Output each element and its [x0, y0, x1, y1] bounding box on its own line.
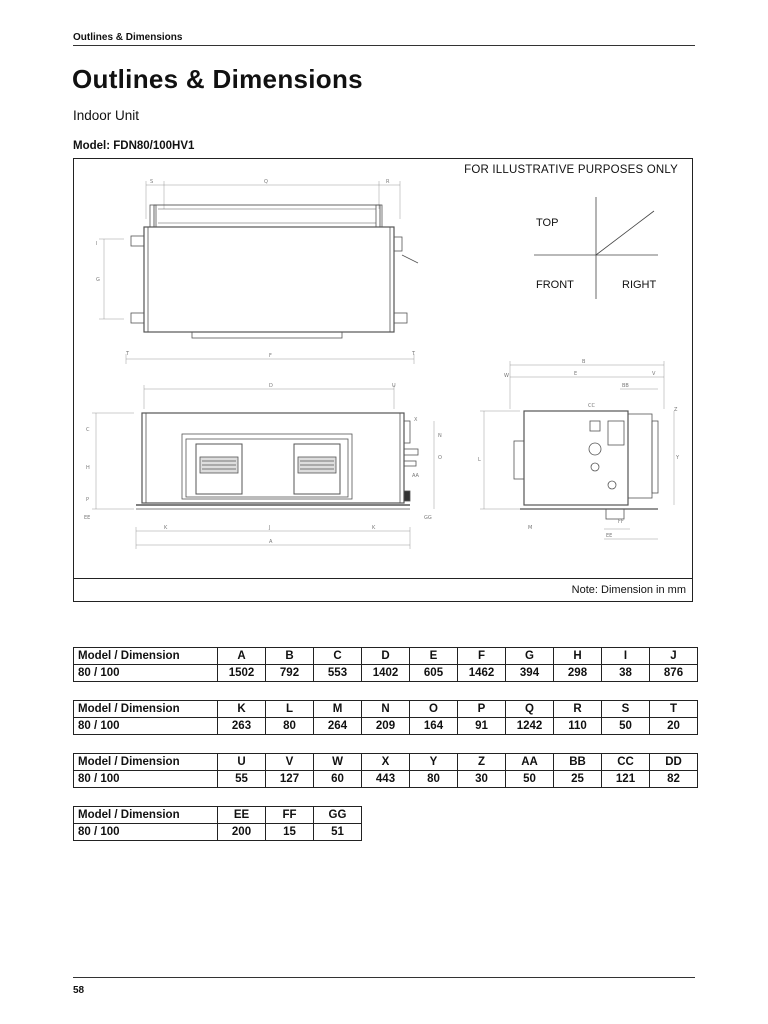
column-header: R	[554, 701, 602, 718]
table-header-row	[74, 701, 698, 718]
column-header: O	[410, 701, 458, 718]
running-header: Outlines & Dimensions	[73, 32, 183, 43]
table-header-label: Model / Dimension	[74, 807, 218, 824]
svg-text:E: E	[574, 371, 578, 377]
table-cell: 60	[314, 771, 362, 788]
column-header: S	[602, 701, 650, 718]
column-header: Y	[410, 754, 458, 771]
column-header: T	[650, 701, 698, 718]
page-number: 58	[73, 985, 85, 996]
table-cell: 298	[554, 665, 602, 682]
table-cell: 553	[314, 665, 362, 682]
table-cell: 605	[410, 665, 458, 682]
svg-text:I: I	[96, 241, 98, 247]
table-cell: 1502	[218, 665, 266, 682]
svg-text:T: T	[126, 351, 130, 357]
svg-text:K: K	[164, 525, 168, 531]
table-row	[74, 771, 698, 788]
column-header: U	[218, 754, 266, 771]
table-header-label: Model / Dimension	[74, 754, 218, 771]
table-cell: 15	[266, 824, 314, 841]
header-divider	[73, 45, 695, 46]
drawing-note-row	[74, 578, 692, 601]
table-cell: 20	[650, 718, 698, 735]
dimension-table-3	[73, 753, 698, 788]
column-header: DD	[650, 754, 698, 771]
table-cell: 263	[218, 718, 266, 735]
column-header: BB	[554, 754, 602, 771]
column-header: K	[218, 701, 266, 718]
svg-text:FF: FF	[618, 519, 624, 525]
table-header-row	[74, 807, 362, 824]
svg-text:B: B	[582, 359, 586, 365]
page-title: Outlines & Dimensions	[72, 64, 363, 94]
table-header-label: Model / Dimension	[74, 648, 218, 665]
svg-text:R: R	[386, 179, 390, 185]
table-cell: 127	[266, 771, 314, 788]
dimension-unit-note: Note: Dimension in mm	[571, 584, 686, 596]
table-cell: 876	[650, 665, 698, 682]
column-header: EE	[218, 807, 266, 824]
column-header: J	[650, 648, 698, 665]
column-header: W	[314, 754, 362, 771]
svg-text:EE: EE	[84, 515, 91, 521]
table-cell: 91	[458, 718, 506, 735]
row-label: 80 / 100	[74, 824, 218, 841]
orientation-top-label: TOP	[536, 217, 559, 229]
svg-text:H: H	[86, 465, 90, 471]
table-row	[74, 665, 698, 682]
svg-text:Y: Y	[676, 455, 680, 461]
front-view-drawing	[92, 385, 434, 549]
svg-text:AA: AA	[412, 473, 419, 479]
column-header: N	[362, 701, 410, 718]
side-view-drawing	[480, 361, 674, 539]
table-header-row	[74, 648, 698, 665]
side-view-labels	[478, 359, 680, 539]
section-subtitle: Indoor Unit	[73, 108, 140, 123]
svg-text:EE: EE	[606, 533, 613, 539]
table-cell: 80	[266, 718, 314, 735]
row-label: 80 / 100	[74, 665, 218, 682]
column-header: FF	[266, 807, 314, 824]
svg-text:Q: Q	[264, 179, 268, 185]
table-cell: 164	[410, 718, 458, 735]
svg-text:T: T	[412, 351, 416, 357]
technical-drawing	[73, 158, 693, 602]
orientation-front-label: FRONT	[536, 279, 574, 291]
footer-divider	[73, 977, 695, 978]
table-row	[74, 824, 362, 841]
svg-text:BB: BB	[622, 383, 629, 389]
svg-text:F: F	[269, 353, 272, 359]
orientation-right-label: RIGHT	[622, 279, 657, 291]
table-cell: 50	[602, 718, 650, 735]
svg-text:A: A	[269, 539, 273, 545]
table-row	[74, 718, 698, 735]
column-header: X	[362, 754, 410, 771]
column-header: V	[266, 754, 314, 771]
svg-text:N: N	[438, 433, 442, 439]
front-view-labels	[84, 383, 442, 545]
column-header: L	[266, 701, 314, 718]
column-header: AA	[506, 754, 554, 771]
column-header: E	[410, 648, 458, 665]
table-header-row	[74, 754, 698, 771]
column-header: A	[218, 648, 266, 665]
column-header: P	[458, 701, 506, 718]
column-header: G	[506, 648, 554, 665]
column-header: Q	[506, 701, 554, 718]
svg-text:X: X	[414, 417, 418, 423]
dimension-table-4	[73, 806, 362, 841]
column-header: D	[362, 648, 410, 665]
illustrative-purposes-note: FOR ILLUSTRATIVE PURPOSES ONLY	[464, 164, 678, 176]
svg-text:U: U	[392, 383, 396, 389]
column-header: I	[602, 648, 650, 665]
svg-text:P: P	[86, 497, 90, 503]
column-header: CC	[602, 754, 650, 771]
table-cell: 80	[410, 771, 458, 788]
table-cell: 51	[314, 824, 362, 841]
svg-text:L: L	[478, 457, 481, 463]
top-view-drawing	[99, 181, 418, 364]
dimension-table-2	[73, 700, 698, 735]
dimension-table-1	[73, 647, 698, 682]
table-cell: 394	[506, 665, 554, 682]
column-header: C	[314, 648, 362, 665]
svg-text:C: C	[86, 427, 90, 433]
column-header: M	[314, 701, 362, 718]
svg-text:O: O	[438, 455, 442, 461]
table-cell: 209	[362, 718, 410, 735]
column-header: H	[554, 648, 602, 665]
unit-outline-drawing	[74, 159, 692, 579]
model-label: Model: FDN80/100HV1	[73, 140, 195, 152]
column-header: Z	[458, 754, 506, 771]
table-header-label: Model / Dimension	[74, 701, 218, 718]
svg-text:GG: GG	[424, 515, 432, 521]
row-label: 80 / 100	[74, 771, 218, 788]
table-cell: 121	[602, 771, 650, 788]
table-cell: 1402	[362, 665, 410, 682]
table-cell: 443	[362, 771, 410, 788]
svg-text:Z: Z	[674, 407, 678, 413]
column-header: F	[458, 648, 506, 665]
table-cell: 792	[266, 665, 314, 682]
table-cell: 82	[650, 771, 698, 788]
row-label: 80 / 100	[74, 718, 218, 735]
svg-text:G: G	[96, 277, 100, 283]
table-cell: 30	[458, 771, 506, 788]
table-cell: 55	[218, 771, 266, 788]
svg-text:K: K	[372, 525, 376, 531]
table-cell: 38	[602, 665, 650, 682]
svg-text:J: J	[269, 525, 271, 531]
svg-text:CC: CC	[588, 403, 595, 409]
column-header: GG	[314, 807, 362, 824]
table-cell: 200	[218, 824, 266, 841]
svg-text:D: D	[269, 383, 273, 389]
table-cell: 50	[506, 771, 554, 788]
column-header: B	[266, 648, 314, 665]
table-cell: 264	[314, 718, 362, 735]
table-cell: 25	[554, 771, 602, 788]
svg-text:V: V	[652, 371, 656, 377]
svg-text:M: M	[528, 525, 533, 531]
svg-text:S: S	[150, 179, 154, 185]
table-cell: 110	[554, 718, 602, 735]
svg-text:W: W	[504, 373, 509, 379]
table-cell: 1462	[458, 665, 506, 682]
table-cell: 1242	[506, 718, 554, 735]
